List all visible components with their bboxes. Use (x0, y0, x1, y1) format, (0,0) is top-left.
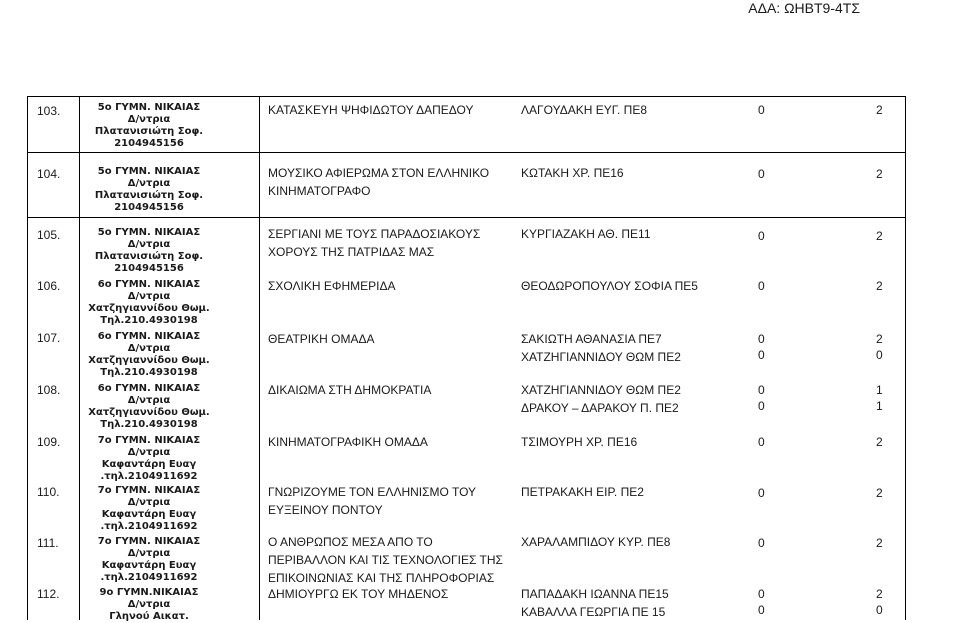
table-border-right (905, 96, 906, 620)
teacher-name: ΚΥΡΓΙΑΖΑΚΗ ΑΘ. ΠΕ11 (521, 227, 651, 241)
school-info: 5ο ΓΥΜΝ. ΝΙΚΑΙΑΣ Δ/ντρια Πλατανισιώτη Σοφ. 2104945156 (94, 227, 204, 274)
school-info: 6ο ΓΥΜΝ. ΝΙΚΑΙΑΣ Δ/ντρια Χατζηγιαννίδου Θωμ. Τηλ.210.4930198 (88, 383, 210, 430)
row-number: 107. (37, 331, 61, 345)
school-info: 6ο ΓΥΜΝ. ΝΙΚΑΙΑΣ Δ/ντρια Χατζηγιαννίδου Θωμ. Τηλ.210.4930198 (88, 331, 210, 378)
value-col2: 2 (876, 103, 883, 117)
teacher-name: ΠΑΠΑΔΑΚΗ ΙΩΑΝΝΑ ΠΕ15 ΚΑΒΑΛΛΑ ΓΕΩΡΓΙΑ ΠΕ 15 (521, 587, 669, 619)
row-divider (27, 217, 906, 218)
value-col1: 0 (758, 103, 765, 117)
program-title: Ο ΑΝΘΡΩΠΟΣ ΜΕΣΑ ΑΠΟ ΤΟ ΠΕΡΙΒΑΛΛΟΝ ΚΑΙ ΤΙΣ ΤΕΧΝΟΛΟΓΙΕΣ ΤΗΣ ΕΠΙΚΟΙΝΩΝΙΑΣ ΚΑΙ ΤΗΣ ΠΛΗΡΟΦΟΡΙΑΣ (268, 535, 503, 585)
value-col1: 0 (758, 229, 765, 243)
school-info: 7ο ΓΥΜΝ. ΝΙΚΑΙΑΣ Δ/ντρια Καφαντάρη Ευαγ .τηλ.2104911692 (97, 435, 201, 482)
row-number: 108. (37, 383, 61, 397)
value-col2: 2 (876, 229, 883, 243)
value-col1: 0 0 (758, 332, 765, 362)
row-number: 111. (37, 536, 59, 550)
program-title: ΜΟΥΣΙΚΟ ΑΦΙΕΡΩΜΑ ΣΤΟΝ ΕΛΛΗΝΙΚΟ ΚΙΝΗΜΑΤΟΓΡΑΦΟ (268, 166, 490, 198)
value-col1: 0 (758, 536, 765, 550)
column-divider (259, 96, 260, 620)
teacher-name: ΛΑΓΟΥΔΑΚΗ ΕΥΓ. ΠΕ8 (521, 103, 648, 117)
value-col2: 2 0 (876, 332, 883, 362)
school-info: 9ο ΓΥΜΝ.ΝΙΚΑΙΑΣ Δ/ντρια Γληνού Αικατ. (99, 587, 199, 622)
value-col2: 2 (876, 435, 883, 449)
value-col1: 0 0 (758, 587, 765, 617)
teacher-name: ΣΑΚΙΩΤΗ ΑΘΑΝΑΣΙΑ ΠΕ7 ΧΑΤΖΗΓΙΑΝΝΙΔΟΥ ΘΩΜ ΠΕ2 (521, 332, 681, 364)
row-number: 103. (37, 104, 61, 118)
row-number: 110. (37, 485, 60, 499)
program-title: ΔΙΚΑΙΩΜΑ ΣΤΗ ΔΗΜΟΚΡΑΤΙΑ (268, 383, 432, 397)
row-number: 105. (37, 228, 61, 242)
value-col2: 2 (876, 536, 883, 550)
program-title: ΚΑΤΑΣΚΕΥΗ ΨΗΦΙΔΩΤΟΥ ΔΑΠΕΔΟΥ (268, 103, 474, 117)
value-col1: 0 (758, 279, 765, 293)
row-number: 112. (37, 587, 60, 601)
row-number: 106. (37, 279, 61, 293)
value-col1: 0 (758, 486, 765, 500)
value-col1: 0 (758, 167, 765, 181)
value-col2: 2 (876, 167, 883, 181)
program-title: ΚΙΝΗΜΑΤΟΓΡΑΦΙΚΗ ΟΜΑΔΑ (268, 435, 428, 449)
value-col1: 0 (758, 435, 765, 449)
program-title: ΔΗΜΙΟΥΡΓΩ ΕΚ ΤΟΥ ΜΗΔΕΝΟΣ (268, 587, 449, 601)
value-col2: 2 (876, 279, 883, 293)
program-title: ΘΕΑΤΡΙΚΗ ΟΜΑΔΑ (268, 332, 375, 346)
value-col2: 2 0 (876, 587, 883, 617)
school-info: 5ο ΓΥΜΝ. ΝΙΚΑΙΑΣ Δ/ντρια Πλατανισιώτη Σοφ. 2104945156 (94, 166, 204, 213)
table-border-top (27, 96, 906, 97)
program-title: ΣΧΟΛΙΚΗ ΕΦΗΜΕΡΙΔΑ (268, 279, 396, 293)
ada-code: ΑΔΑ: ΩΗΒΤ9-4ΤΣ (748, 0, 860, 16)
value-col2: 1 1 (876, 383, 883, 413)
school-info: 7ο ΓΥΜΝ. ΝΙΚΑΙΑΣ Δ/ντρια Καφαντάρη Ευαγ .τηλ.2104911692 (97, 485, 201, 532)
school-info: 6ο ΓΥΜΝ. ΝΙΚΑΙΑΣ Δ/ντρια Χατζηγιαννίδου Θωμ. Τηλ.210.4930198 (88, 279, 210, 326)
value-col2: 2 (876, 486, 883, 500)
row-number: 109. (37, 435, 61, 449)
value-col1: 0 0 (758, 383, 765, 413)
teacher-name: ΠΕΤΡΑΚΑΚΗ ΕΙΡ. ΠΕ2 (521, 485, 644, 499)
program-title: ΣΕΡΓΙΑΝΙ ΜΕ ΤΟΥΣ ΠΑΡΑΔΟΣΙΑΚΟΥΣ ΧΟΡΟΥΣ ΤΗΣ ΠΑΤΡΙΔΑΣ ΜΑΣ (268, 227, 481, 259)
table-border-left (27, 96, 28, 620)
school-info: 7ο ΓΥΜΝ. ΝΙΚΑΙΑΣ Δ/ντρια Καφαντάρη Ευαγ .τηλ.2104911692 (97, 536, 201, 583)
teacher-name: ΤΣΙΜΟΥΡΗ ΧΡ. ΠΕ16 (521, 435, 638, 449)
program-table (27, 96, 906, 620)
school-info: 5ο ΓΥΜΝ. ΝΙΚΑΙΑΣ Δ/ντρια Πλατανισιώτη Σοφ. 2104945156 (94, 102, 204, 149)
program-title: ΓΝΩΡΙΖΟΥΜΕ ΤΟΝ ΕΛΛΗΝΙΣΜΟ ΤΟΥ ΕΥΞΕΙΝΟΥ ΠΟΝΤΟΥ (268, 485, 477, 517)
teacher-name: ΧΑΤΖΗΓΙΑΝΝΙΔΟΥ ΘΩΜ ΠΕ2 ΔΡΑΚΟΥ – ΔΑΡΑΚΟΥ Π. ΠΕ2 (521, 383, 681, 415)
row-divider (27, 152, 906, 153)
teacher-name: ΘΕΟΔΩΡΟΠΟΥΛΟΥ ΣΟΦΙΑ ΠΕ5 (521, 279, 698, 293)
row-number: 104. (37, 167, 61, 181)
teacher-name: ΧΑΡΑΛΑΜΠΙΔΟΥ ΚΥΡ. ΠΕ8 (521, 535, 671, 549)
teacher-name: ΚΩΤΑΚΗ ΧΡ. ΠΕ16 (521, 166, 624, 180)
